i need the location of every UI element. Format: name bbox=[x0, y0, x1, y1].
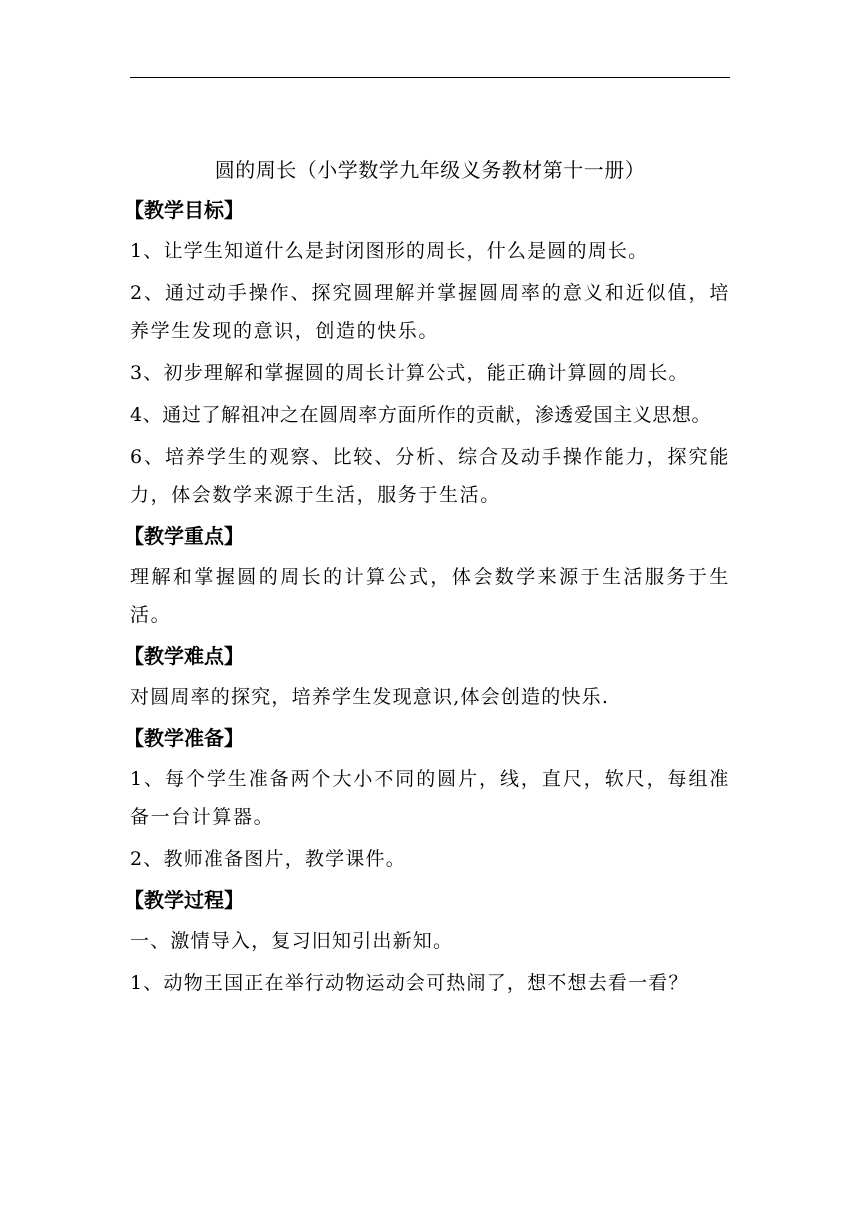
process-1: 一、激情导入，复习旧知引出新知。 bbox=[130, 930, 454, 952]
preparation-1: 1、每个学生准备两个大小不同的圆片，线，直尺，软尺，每组准备一台计算器。 bbox=[130, 768, 730, 828]
objective-1: 1、让学生知道什么是封闭图形的周长，什么是圆的周长。 bbox=[130, 240, 649, 262]
difficulties-text: 对圆周率的探究，培养学生发现意识,体会创造的快乐. bbox=[130, 686, 610, 708]
section-heading-preparation: 【教学准备】 bbox=[124, 726, 244, 750]
section-heading-key-points: 【教学重点】 bbox=[124, 524, 244, 548]
objective-2: 2、通过动手操作、探究圆理解并掌握圆周率的意义和近似值，培养学生发现的意识，创造的快乐。 bbox=[130, 282, 730, 342]
document-body bbox=[124, 150, 730, 1002]
objective-6: 6、培养学生的观察、比较、分析、综合及动手操作能力，探究能力，体会数学来源于生活，服务于生活。 bbox=[130, 446, 730, 506]
key-points-text: 理解和掌握圆的周长的计算公式，体会数学来源于生活服务于生活。 bbox=[130, 566, 730, 626]
document-title: 圆的周长（小学数学九年级义务教材第十一册） bbox=[214, 158, 646, 182]
header-rule bbox=[130, 77, 730, 78]
process-2: 1、动物王国正在举行动物运动会可热闹了，想不想去看一看？ bbox=[130, 972, 689, 994]
section-heading-process: 【教学过程】 bbox=[124, 888, 244, 912]
preparation-2: 2、教师准备图片，教学课件。 bbox=[130, 848, 406, 870]
section-heading-difficulties: 【教学难点】 bbox=[124, 644, 244, 668]
objective-4: 4、通过了解祖冲之在圆周率方面所作的贡献，渗透爱国主义思想。 bbox=[130, 404, 712, 426]
objective-3: 3、初步理解和掌握圆的周长计算公式，能正确计算圆的周长。 bbox=[130, 362, 689, 384]
section-heading-objectives: 【教学目标】 bbox=[124, 198, 244, 222]
